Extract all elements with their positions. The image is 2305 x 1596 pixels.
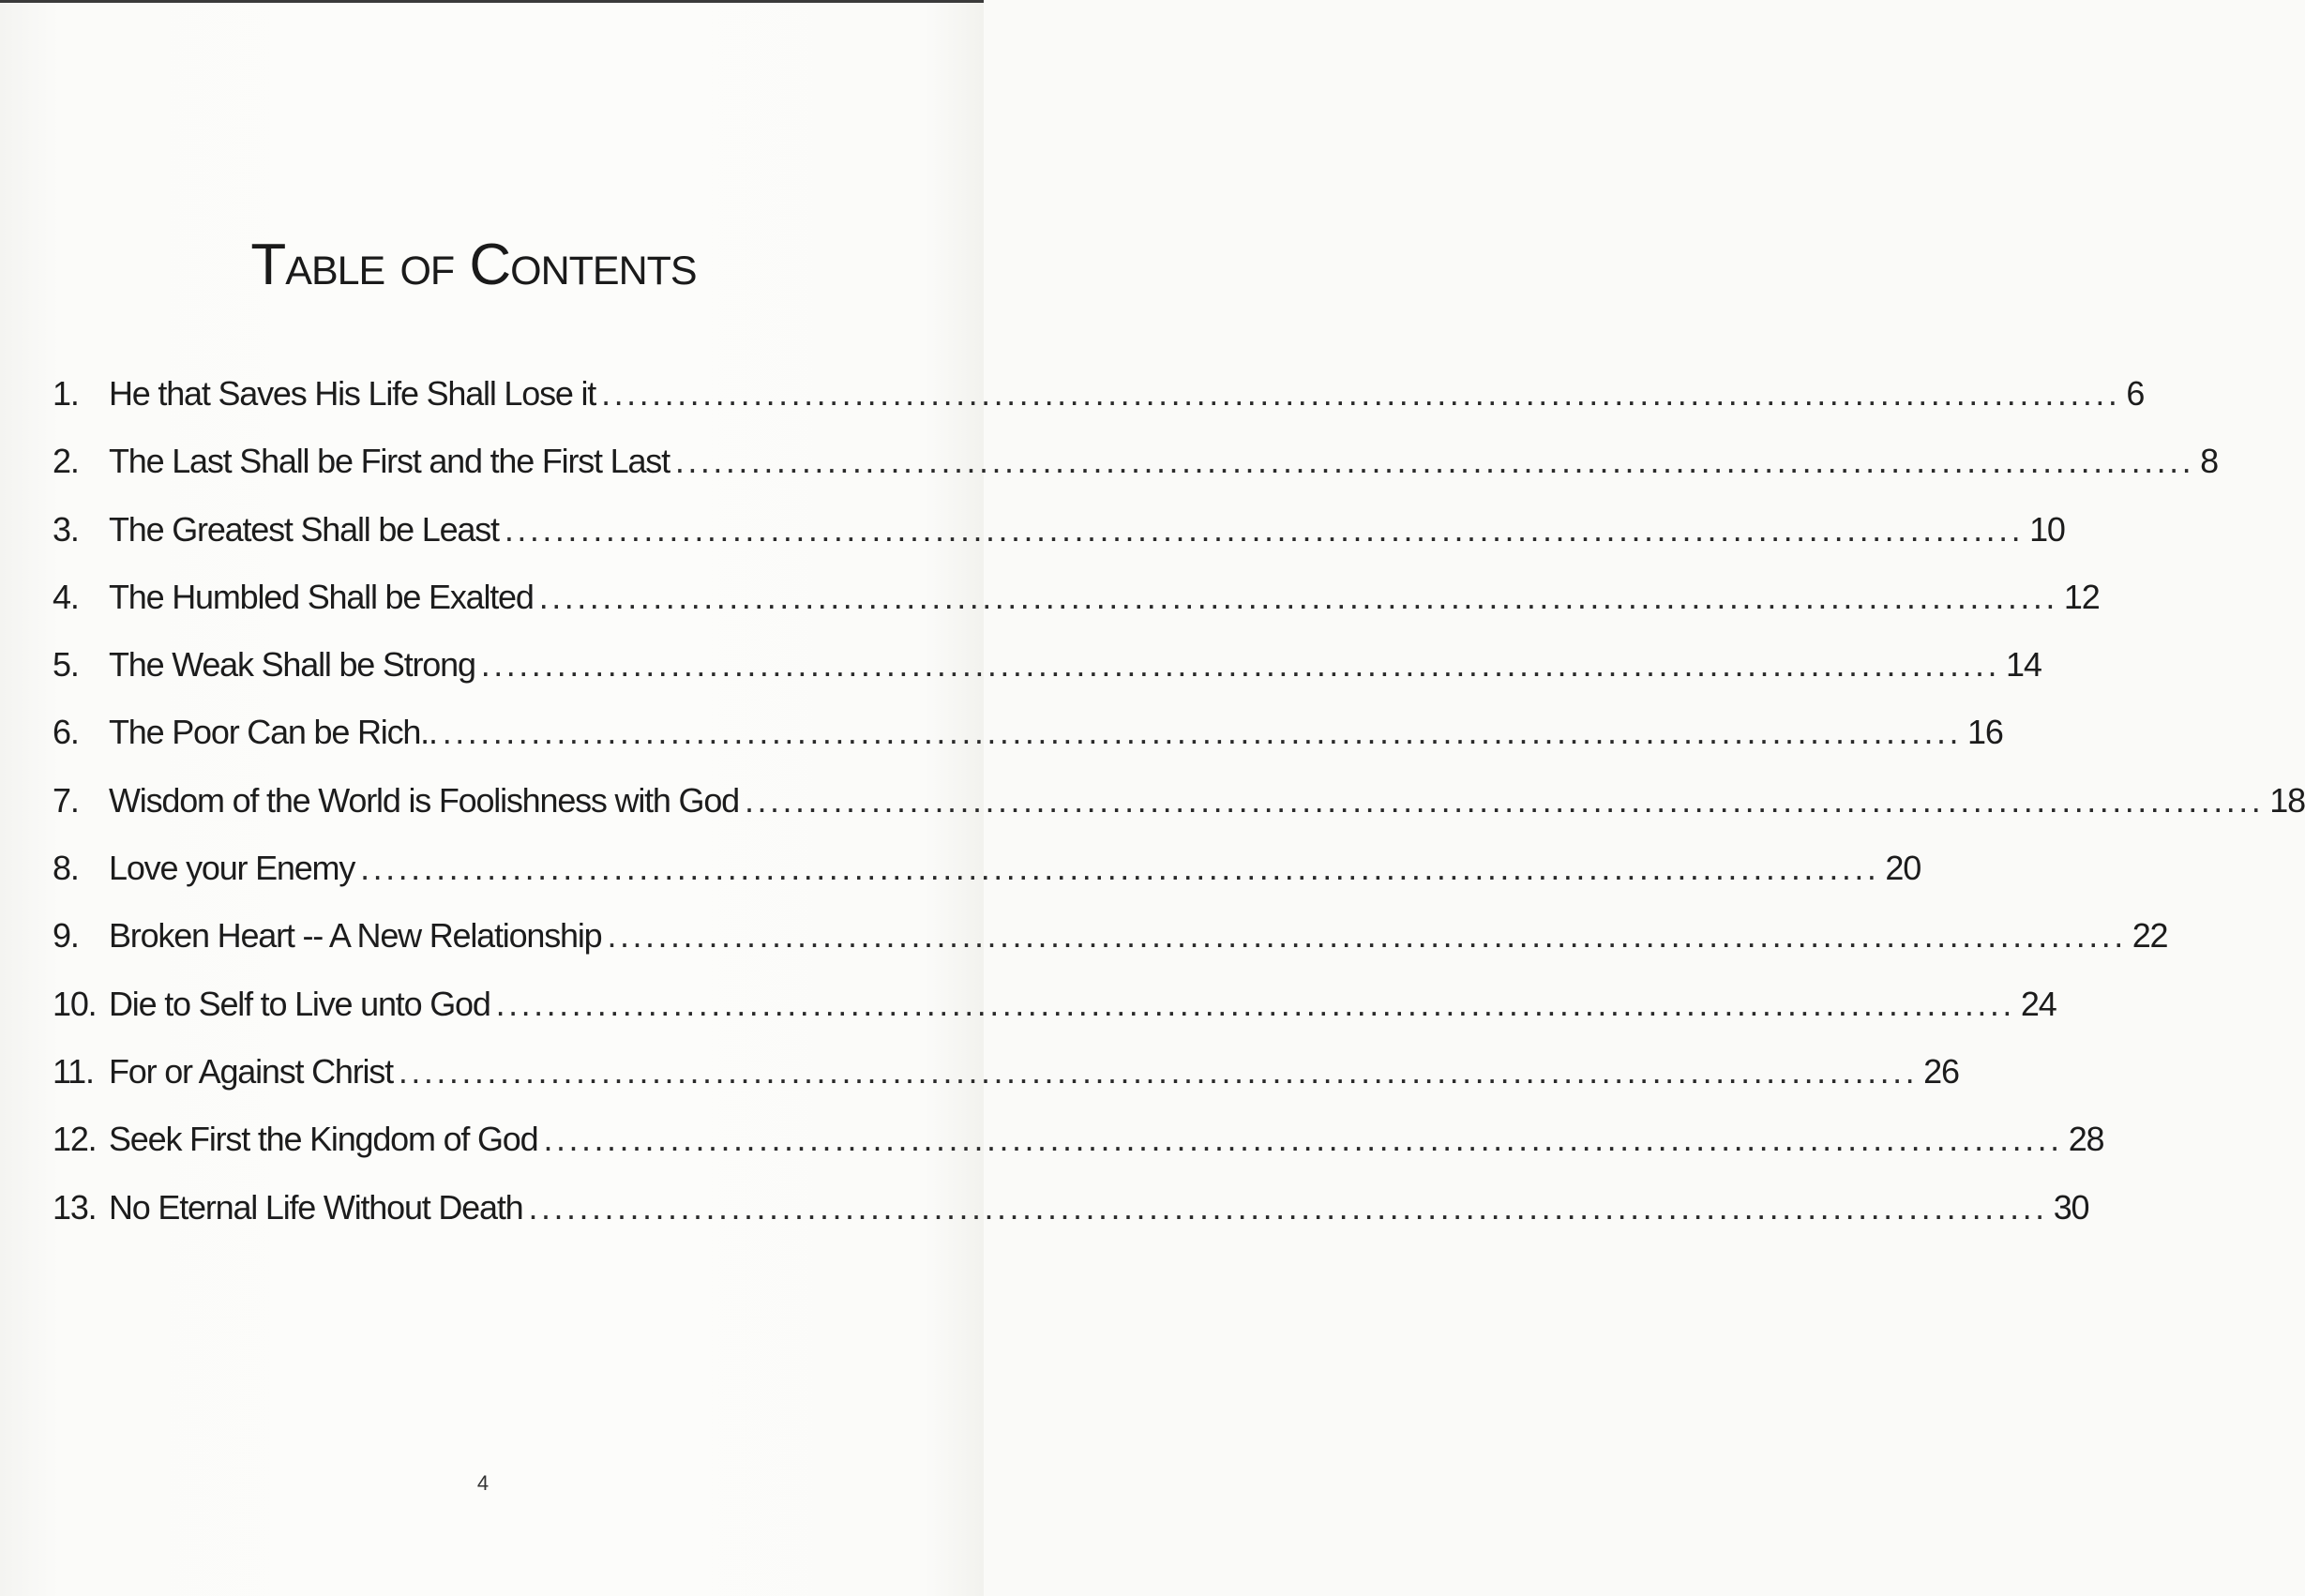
dot-leader: ........................................................................................................................ [528,1187,2048,1227]
entry-page-number: 30 [2053,1187,2089,1227]
entry-page-number: 10 [2029,509,2065,549]
table-of-contents [53,374,2305,1258]
entry-title: For or Against Christ [109,1051,393,1091]
entry-title: No Eternal Life Without Death [109,1187,523,1227]
entry-number: 7. [53,780,79,820]
entry-title: He that Saves His Life Shall Lose it [109,374,596,413]
entry-page-number: 26 [1923,1051,1959,1091]
entry-title: The Weak Shall be Strong [109,645,475,685]
entry-number: 1. [53,374,79,413]
entry-page-number: 14 [2006,645,2041,685]
entry-title: Love your Enemy [109,849,355,888]
dot-leader: ........................................................................................................................ [504,509,2025,549]
entry-title: Seek First the Kingdom of God [109,1120,538,1159]
dot-leader: ........................................................................................................................ [745,780,2265,820]
entry-title: The Poor Can be Rich.. [109,713,437,752]
dot-leader: ........................................................................................................................ [543,1120,2063,1159]
entry-number: 5. [53,645,79,685]
entry-title: Wisdom of the World is Foolishness with God [109,780,740,820]
entry-number: 8. [53,849,79,888]
toc-entry [53,1187,2089,1258]
entry-page-number: 20 [1885,849,1921,888]
entry-number: 10. [53,984,97,1023]
toc-entry [53,984,2056,1055]
page-title: Table of Contents [250,233,697,297]
entry-title: Die to Self to Live unto God [109,984,490,1023]
dot-leader: ........................................................................................................................ [360,849,1880,888]
entry-page-number: 12 [2063,577,2100,616]
entry-page-number: 18 [2269,780,2305,820]
toc-entry [53,780,2305,851]
toc-entry [53,442,2218,512]
dot-leader: ........................................................................................................................ [607,916,2127,956]
toc-entry [53,645,2041,715]
toc-entry [53,1051,1959,1122]
dot-leader: ........................................................................................................................ [480,645,2001,685]
page-top-edge [0,0,984,3]
entry-page-number: 8 [2200,442,2218,481]
entry-title: Broken Heart -- A New Relationship [109,916,602,956]
entry-title: The Last Shall be First and the First Last [109,442,670,481]
toc-entry [53,916,2168,986]
toc-entry [53,1120,2104,1190]
toc-entry [53,509,2065,580]
page-number: 4 [476,1471,490,1495]
entry-number: 12. [53,1120,97,1159]
entry-number: 6. [53,713,79,752]
entry-page-number: 6 [2126,374,2145,413]
entry-number: 9. [53,916,79,956]
entry-page-number: 28 [2068,1120,2104,1159]
entry-number: 11. [53,1051,94,1091]
entry-number: 13. [53,1187,97,1227]
entry-page-number: 16 [1967,713,2003,752]
entry-number: 4. [53,577,79,616]
dot-leader: ........................................................................................................................ [601,374,2121,413]
entry-page-number: 24 [2020,984,2056,1023]
dot-leader: ........................................................................................................................ [398,1051,1919,1091]
entry-number: 2. [53,442,79,481]
entry-title: The Greatest Shall be Least [109,509,499,549]
dot-leader: ........................................................................................................................ [495,984,2015,1023]
dot-leader: ........................................................................................................................ [674,442,2195,481]
toc-entry [53,713,2003,783]
toc-entry [53,577,2100,648]
entry-title: The Humbled Shall be Exalted [109,577,534,616]
toc-entry [53,849,1921,919]
dot-leader: ........................................................................................................................ [442,713,1963,752]
toc-entry [53,374,2145,444]
entry-page-number: 22 [2132,916,2168,956]
entry-number: 3. [53,509,79,549]
dot-leader: ........................................................................................................................ [538,577,2058,616]
